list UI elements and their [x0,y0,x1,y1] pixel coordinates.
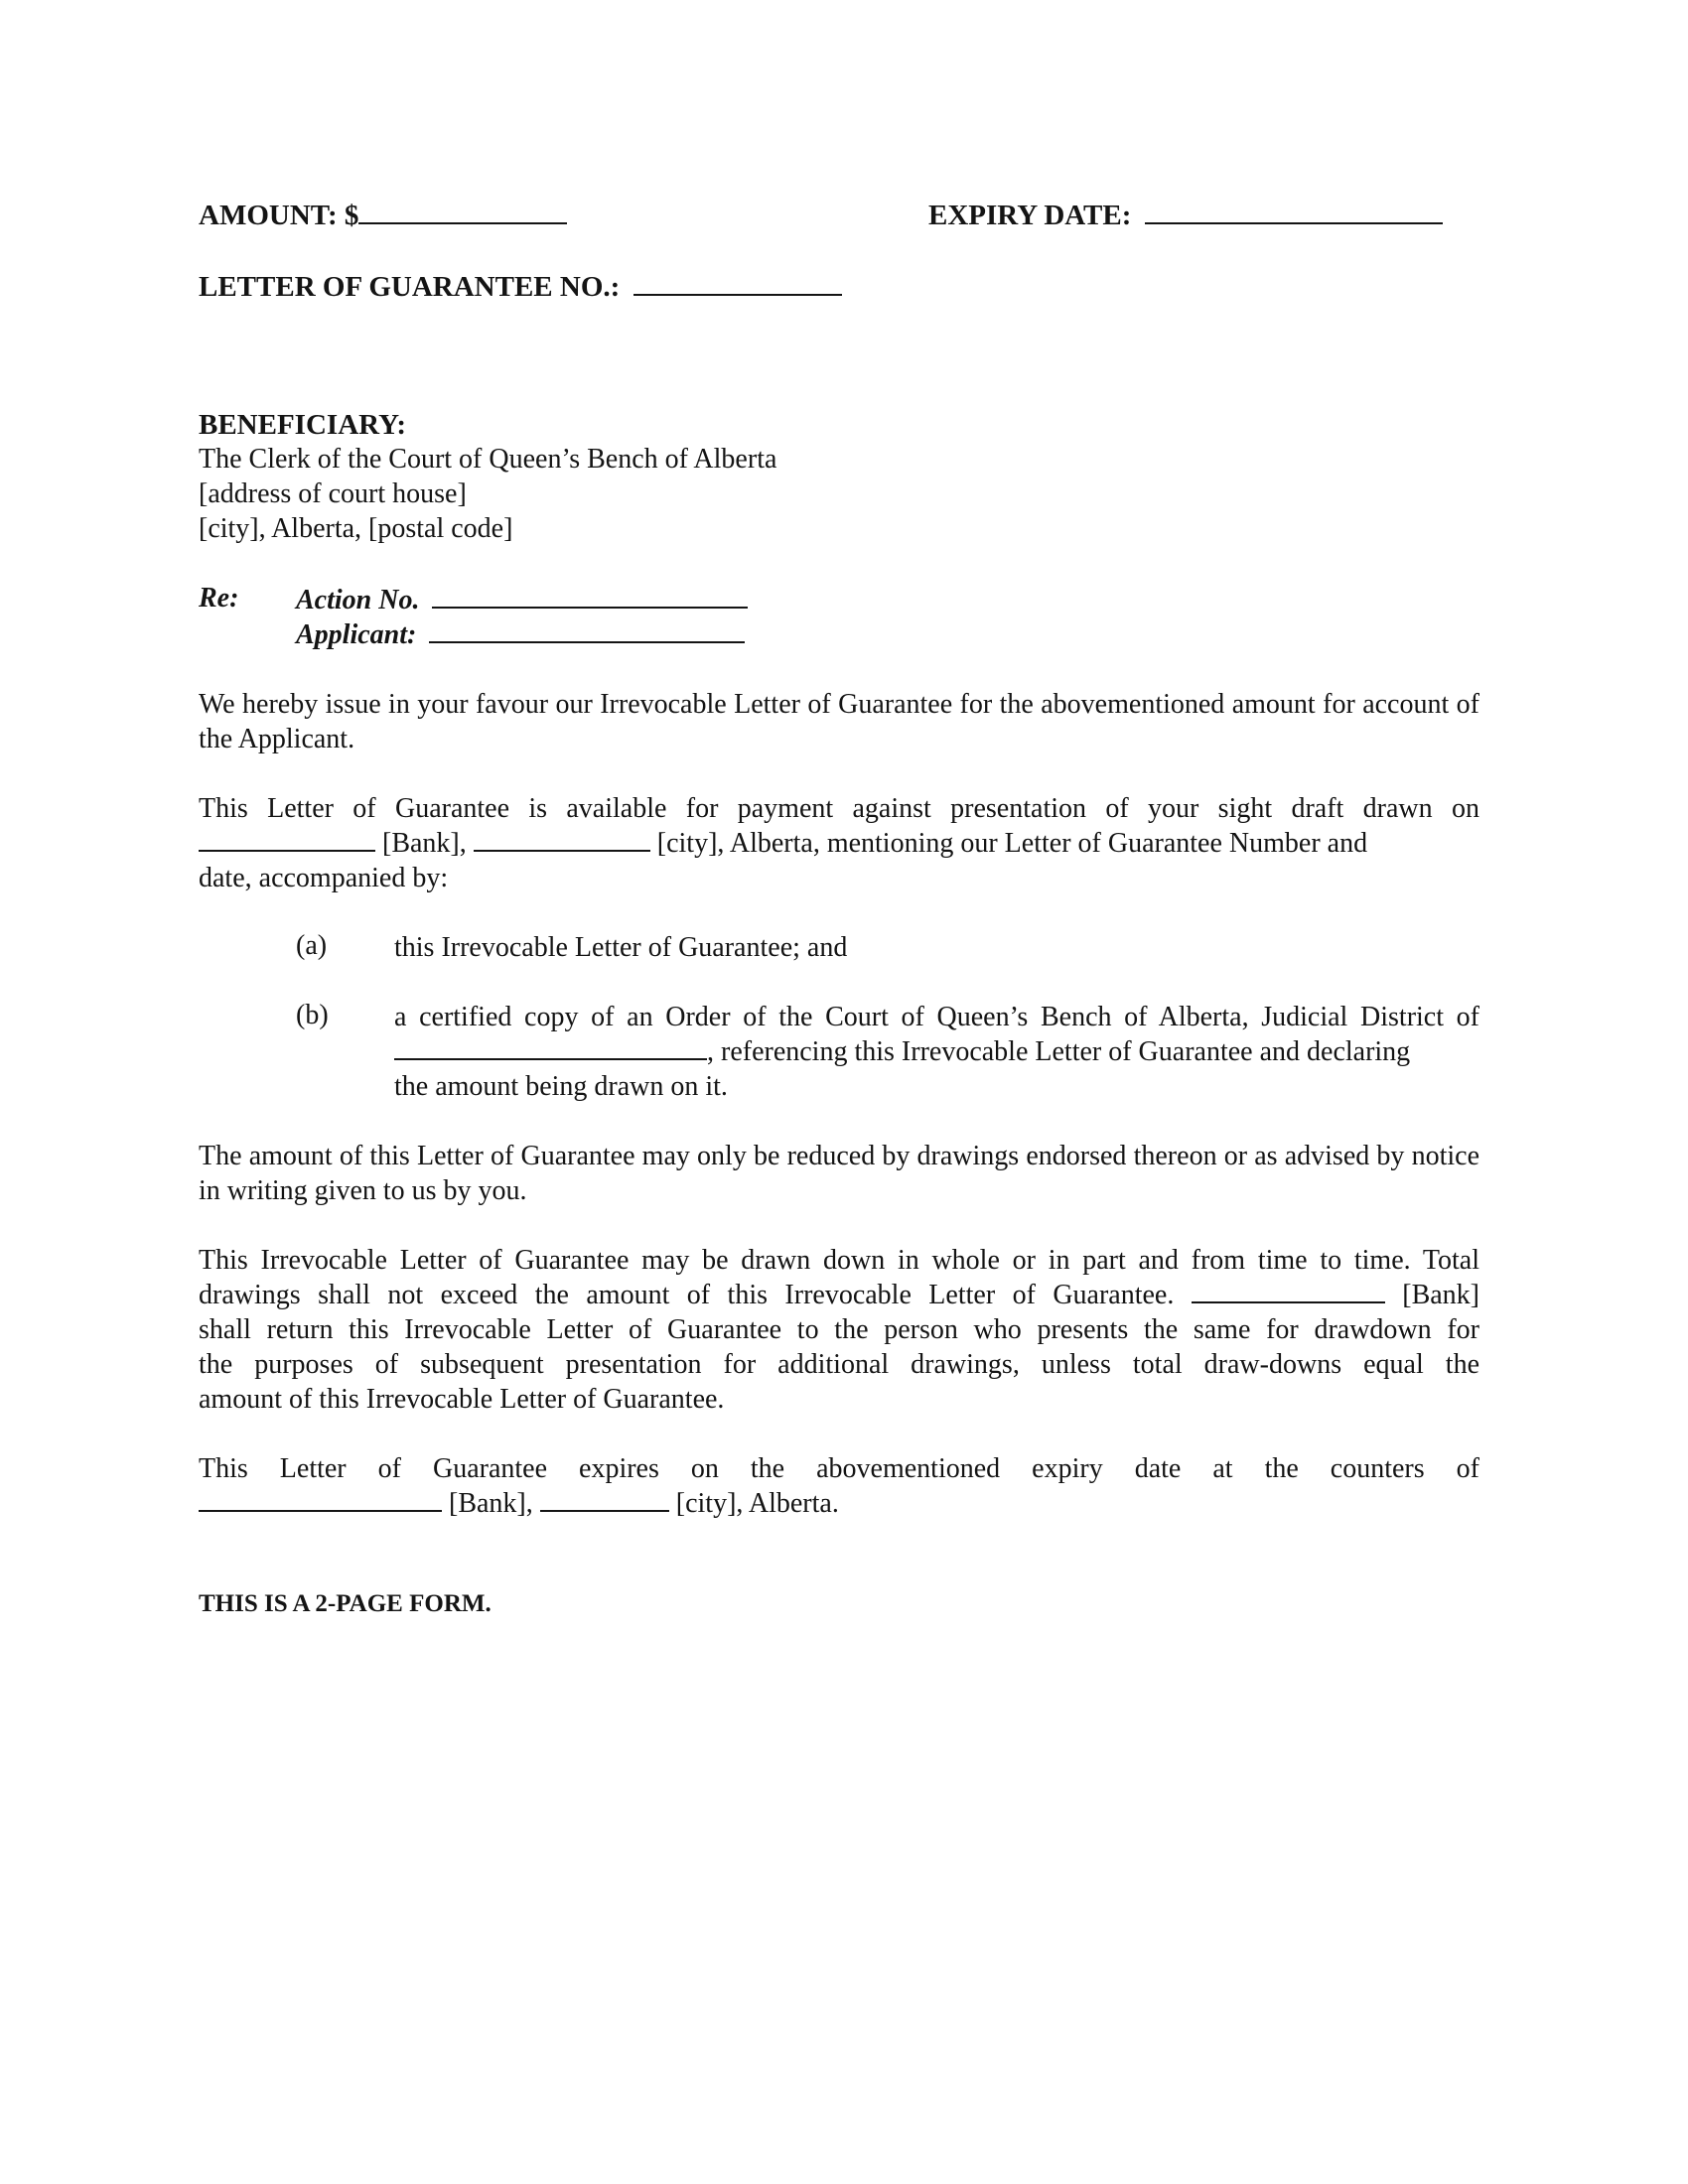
action-number-label: Action No. [296,585,420,615]
item-b-label: (b) [296,1000,329,1030]
action-number-field [296,583,748,616]
expiry-date-label: EXPIRY DATE: [928,200,1132,231]
drawdown-line-4: the purposes of subsequent presentation for additional drawings, unless total draw-downs equal the [199,1349,1479,1380]
expiry-line-1: This Letter of Guarantee expires on the abovementioned expiry date at the counters of [199,1453,1479,1484]
beneficiary-line-2: [address of court house] [199,478,467,509]
applicant-field [296,617,745,651]
item-a-text: this Irrevocable Letter of Guarantee; and [394,932,848,963]
city-blank-1[interactable] [474,826,650,852]
applicant-label: Applicant: [296,619,417,650]
availability-line-1: This Letter of Guarantee is available for payment against presentation of your sight draft drawn on [199,793,1479,824]
applicant-blank[interactable] [429,617,745,643]
paragraph-issue: We hereby issue in your favour our Irrevocable Letter of Guarantee for the abovementioned amount for account of the Applicant. [199,689,1479,754]
drawdown-line-5: amount of this Irrevocable Letter of Guarantee. [199,1384,725,1415]
paragraph-availability [199,791,1479,895]
drawdown-line-2 [199,1278,1479,1312]
expiry-date-blank[interactable] [1145,199,1443,224]
item-a-label: (a) [296,930,328,961]
bank-blank-3[interactable] [199,1486,442,1512]
city-label-3: [city], Alberta. [675,1488,839,1519]
drawdown-line-1: This Irrevocable Letter of Guarantee may be drawn down in whole or in part and from time to time. Total [199,1245,1479,1276]
bank-blank-1[interactable] [199,826,375,852]
drawdown-line-2-text: drawings shall not exceed the amount of this Irrevocable Letter of Guarantee. [199,1280,1175,1310]
bank-label-3: [Bank], [449,1488,533,1519]
item-b-line-2 [394,1034,1479,1069]
amount-blank[interactable] [358,199,567,224]
guarantee-number-field [199,270,842,304]
two-page-form-note: THIS IS A 2-PAGE FORM. [199,1590,492,1617]
bank-blank-2[interactable] [1192,1278,1385,1303]
expiry-line-2 [199,1486,1479,1521]
bank-label-1: [Bank], [382,828,467,859]
drawdown-line-3: shall return this Irrevocable Letter of Guarantee to the person who presents the same for drawdown for [199,1314,1479,1345]
amount-field [199,199,567,232]
action-number-blank[interactable] [432,583,748,609]
availability-line-3: date, accompanied by: [199,863,449,893]
paragraph-expiry [199,1451,1479,1521]
item-b-text [394,1000,1479,1104]
availability-line-2 [199,826,1479,861]
expiry-date-field [928,199,1443,232]
paragraph-drawdown [199,1243,1479,1417]
city-label-1: [city], Alberta, mentioning our Letter of Guarantee Number and [656,828,1368,859]
beneficiary-line-1: The Clerk of the Court of Queen’s Bench of Alberta [199,444,777,475]
item-b-line-2-text: , referencing this Irrevocable Letter of Guarantee and declaring [707,1036,1411,1067]
city-blank-3[interactable] [540,1486,669,1512]
amount-label: AMOUNT: $ [199,200,359,231]
item-b-line-1: a certified copy of an Order of the Court of Queen’s Bench of Alberta, Judicial District of [394,1002,1479,1032]
beneficiary-line-3: [city], Alberta, [postal code] [199,513,513,544]
re-label: Re: [199,583,239,614]
guarantee-number-blank[interactable] [633,270,842,296]
item-b-line-3: the amount being drawn on it. [394,1071,728,1102]
paragraph-reduction: The amount of this Letter of Guarantee may only be reduced by drawings endorsed thereon or as advised by notice in writing given to us by you. [199,1141,1479,1206]
judicial-district-blank[interactable] [394,1034,707,1060]
guarantee-number-label: LETTER OF GUARANTEE NO.: [199,271,621,303]
bank-label-2: [Bank] [1402,1280,1480,1310]
beneficiary-heading: BENEFICIARY: [199,409,407,441]
